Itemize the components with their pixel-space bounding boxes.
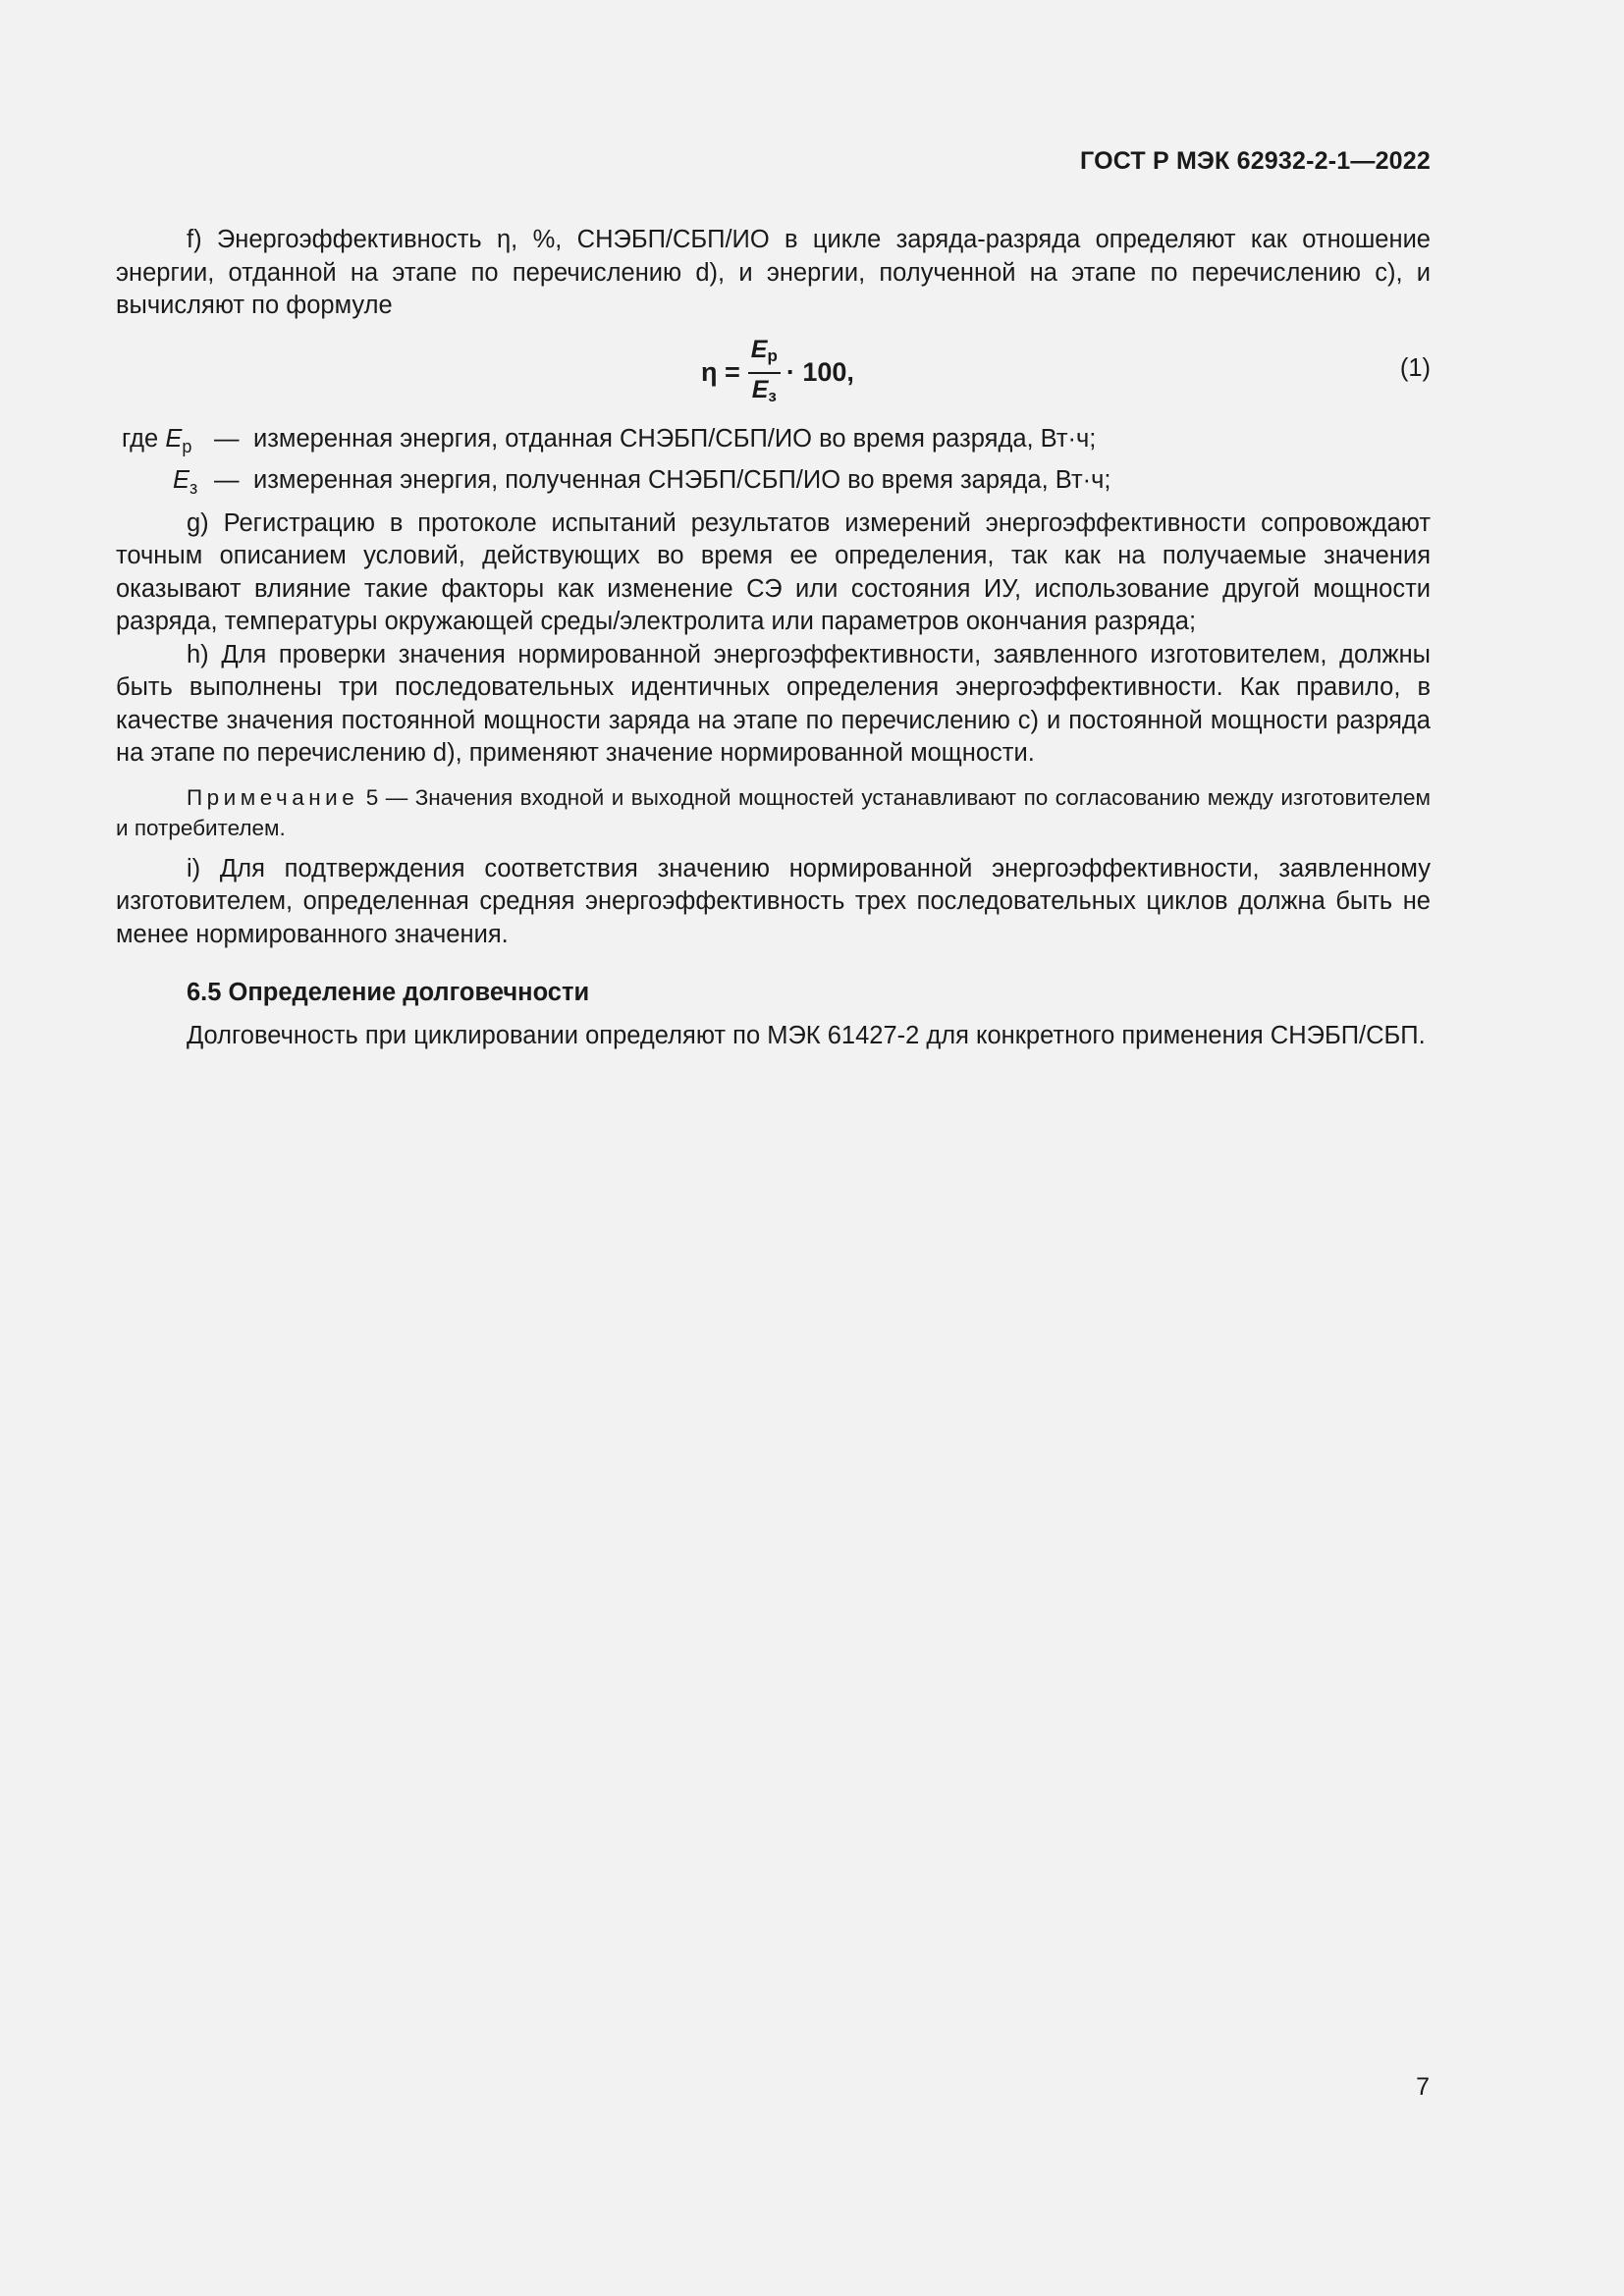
paragraph-h: h) Для проверки значения нормированной энергоэффективности, заявленного изготовителем, должны быть выполнены три последовательных идентичных определения энергоэффективности. Как правило, в качестве значения постоянной мощности заряда на этапе по перечислению c) и постоянной мощности разряда на этапе по перечислению d), применяют значение нормированной мощности. [116, 640, 1431, 767]
paragraph-f: f) Энергоэффективность η, %, СНЭБП/СБП/ИО в цикле заряда-разряда определяют как отношение энергии, отданной на этапе по перечислению d), и энергии, полученной на этапе по перечислению c), и вычисляют по формуле [116, 226, 1431, 319]
section-heading: 6.5 Определение долговечности [187, 979, 590, 1006]
paragraph-i: i) Для подтверждения соответствия значению нормированной энергоэффективности, заявленному изготовителем, определенная средняя энергоэффективность трех последовательных циклов должна быть не менее нормированного значения. [116, 854, 1431, 948]
formula-block [116, 333, 1431, 409]
page-number: 7 [1416, 2073, 1430, 2101]
note-text: 5 — Значения входной и выходной мощностей устанавливают по согласованию между изготовителем и потребителем. [116, 784, 1431, 840]
definition-symbol: E [173, 465, 190, 494]
numerator-symbol: E [750, 335, 768, 363]
formula-fraction [748, 335, 781, 411]
definition-subscript: р [182, 436, 192, 456]
definition-row [116, 421, 1431, 464]
definition-text: измеренная энергия, полученная СНЭБП/СБП/ИО во время заряда, Вт·ч; [253, 465, 1111, 494]
definition-prefix: где [122, 424, 159, 453]
equation-number: (1) [1399, 353, 1431, 382]
note-label: Примечание [187, 784, 359, 810]
definition-symbol: E [165, 424, 183, 453]
section-body: Долговечность при циклировании определяют по МЭК 61427-2 для конкретного применения СНЭБП/СБП. [187, 1021, 1426, 1049]
definition-subscript: з [189, 477, 198, 498]
note-5 [116, 782, 1431, 843]
paragraph-g: g) Регистрацию в протоколе испытаний результатов измерений энергоэффективности сопровождают точным описанием условий, действующих во время ее определения, так как на получаемые значения оказывают влияние такие факторы как изменение СЭ или состояния ИУ, использование другой мощности разряда, температуры окружающей среды/электролита или параметров окончания разряда; [116, 508, 1431, 635]
formula-lhs: η = [701, 356, 740, 387]
definition-row [116, 464, 1431, 507]
numerator-subscript: р [767, 346, 778, 365]
document-code-header: ГОСТ Р МЭК 62932-2-1—2022 [1080, 147, 1431, 175]
denominator-subscript: з [768, 386, 777, 405]
energy-efficiency-formula [701, 335, 854, 411]
definition-text: измеренная энергия, отданная СНЭБП/СБП/ИО во время разряда, Вт·ч; [253, 424, 1097, 453]
definition-term [122, 423, 191, 464]
definition-dash: — [214, 465, 240, 494]
formula-rhs: · 100, [785, 356, 854, 387]
formula-numerator [748, 335, 781, 374]
formula-denominator [752, 374, 777, 411]
definition-term [173, 464, 197, 506]
definition-dash: — [214, 424, 240, 453]
page-content [116, 224, 1431, 1052]
denominator-symbol: E [751, 375, 769, 403]
